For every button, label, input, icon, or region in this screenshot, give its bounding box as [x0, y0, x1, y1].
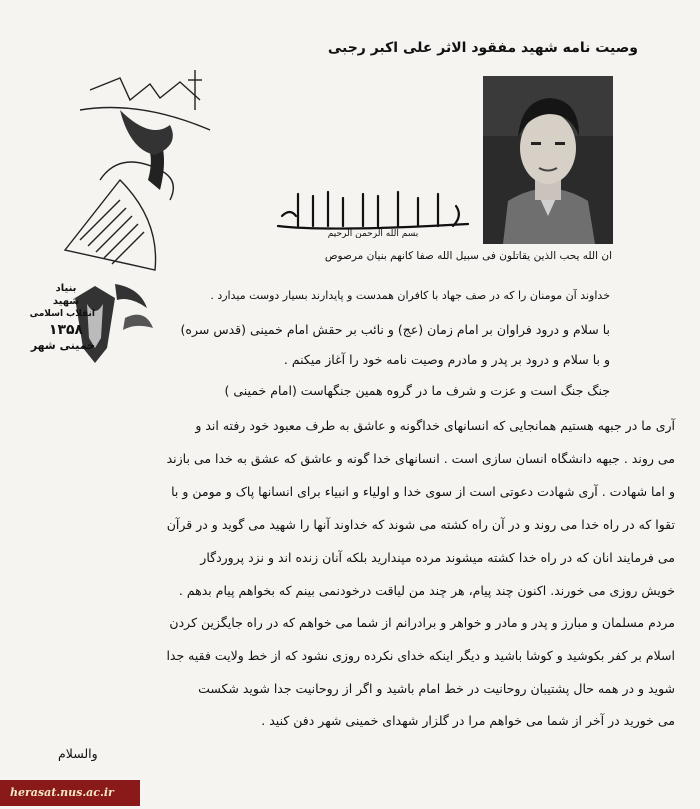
- body-line-4: جنگ جنگ است و عزت و شرف ما در گروه همین جنگهاست (امام خمینی ): [224, 383, 610, 398]
- martyr-photo: [483, 76, 613, 244]
- bismillah-calligraphy: [268, 186, 478, 238]
- closing: والسلام: [58, 746, 98, 761]
- emblem-city: خمینی شهر: [30, 339, 95, 352]
- body-line-13: شوید و در همه حال پشتیبان روحانیت در خط امام باشید و اگر از روحانیت جدا شوید شکست: [198, 681, 675, 696]
- body-line-7: و اما شهادت . آری شهادت دعوتی است از سوی خدا و اولیاء و انبیاء برای انسانها پاک و مومن و با: [171, 484, 675, 499]
- emblem-year: ۱۳۵۸: [48, 322, 84, 338]
- emblem-line3: انقلاب اسلامی: [29, 309, 95, 319]
- body-line-8: تقوا که در راه خدا می روند و در آن راه کشته می شوند که خداوند آنها را شهید می گوید و در قرآن: [166, 517, 675, 532]
- body-line-14: می خورید در آخر از شما می خواهم مرا در گلزار شهدای خمینی شهر دفن کنید .: [261, 713, 675, 728]
- body-line-5: آری ما در جبهه هستیم همانجایی که انسانهای خداگونه و عاشق به طرف معبود خود رفته اند و: [195, 418, 675, 433]
- body-line-6: می روند . جبهه دانشگاه انسان سازی است . انسانهای خدا گونه و عاشق که عشق به خدا می بازند: [166, 451, 675, 466]
- body-line-11: مردم مسلمان و مبارز و پدر و مادر و خواهر و برادرانم از شما می خواهم که در راه جایگزین کردن: [169, 615, 675, 630]
- bismillah-text: بسم الله الرحمن الرحیم: [327, 229, 419, 238]
- martyr-foundation-emblem: [29, 278, 155, 388]
- scroll-illustration: [60, 70, 220, 280]
- site-label: herasat.nus.ac.ir: [10, 786, 114, 799]
- document-title: وصیت نامه شهید مفقود الاثر علی اکبر رجبی: [327, 40, 638, 56]
- site-watermark-bar: [0, 780, 140, 806]
- body-line-9: می فرمایند انان که در راه خدا کشته میشوند مرده مپندارید بلکه آنان زنده اند و نزد پروردگار: [200, 550, 675, 565]
- body-line-2: با سلام و درود فراوان بر امام زمان (عج) و نائب بر حقش امام خمینی (قدس سره): [180, 322, 610, 337]
- body-line-12: اسلام بر کفر بکوشید و کوشا باشید و دیگر اینکه خدای نکرده روزی نشود که از خط ولایت فقیه جدا: [166, 648, 675, 663]
- body-line-3: و با سلام و درود بر پدر و مادرم وصیت نامه خود را آغاز میکنم .: [283, 352, 610, 367]
- emblem-line2: شهید: [52, 296, 80, 307]
- emblem-line1: بنیاد: [55, 283, 77, 294]
- quran-verse: ان الله یحب الذین یقاتلون فی سبیل الله صفا کانهم بنیان مرصوص: [324, 250, 612, 262]
- body-line-1: خداوند آن مومنان را که در صف جهاد با کافران همدست و پایدارند بسیار دوست میدارد .: [210, 289, 610, 302]
- body-line-10: خویش روزی می خورند. اکنون چند پیام، هر چند من لیاقت درخودنمی بینم که بخواهم پیام بدهم .: [178, 583, 675, 598]
